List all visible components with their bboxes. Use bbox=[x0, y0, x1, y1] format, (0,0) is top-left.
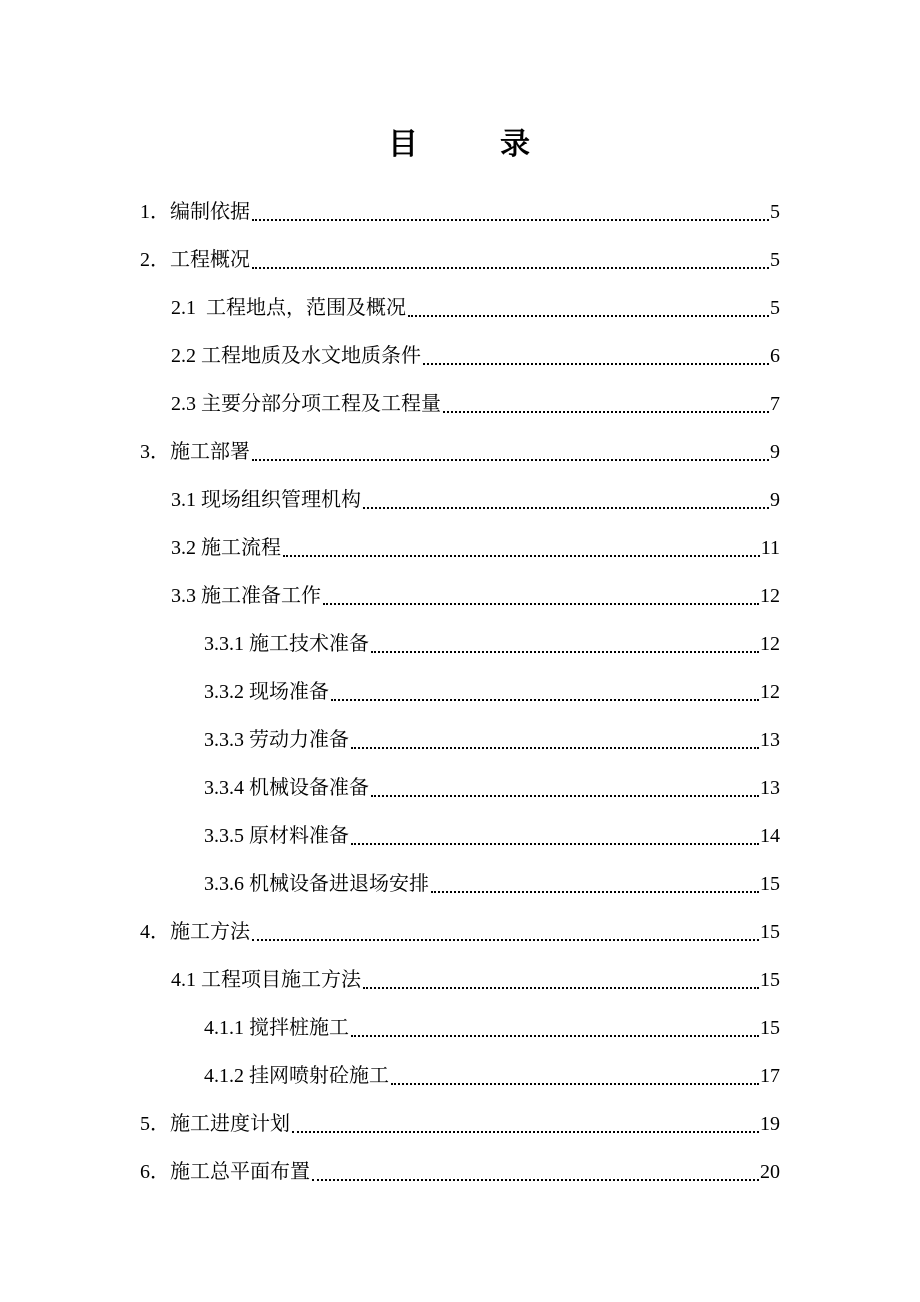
toc-entry-number: 3.3.4 bbox=[204, 777, 249, 799]
toc-dot-leader bbox=[363, 986, 759, 989]
toc-entry-number: 5． bbox=[140, 1113, 170, 1135]
toc-entry-number: 3.3.3 bbox=[204, 729, 249, 751]
toc-dot-leader bbox=[312, 1178, 759, 1181]
toc-entry-label: 劳动力准备 bbox=[249, 729, 349, 751]
toc-entry-number: 4.1.2 bbox=[204, 1065, 249, 1087]
toc-entry[interactable] bbox=[171, 388, 780, 420]
toc-entry[interactable] bbox=[171, 292, 780, 324]
toc-entry-page: 15 bbox=[760, 1017, 780, 1039]
toc-entry-page: 7 bbox=[770, 393, 780, 415]
toc-entry[interactable] bbox=[140, 1156, 780, 1188]
toc-entry-label: 原材料准备 bbox=[249, 825, 349, 847]
title-char-right: 录 bbox=[500, 127, 532, 162]
toc-entry-number: 4． bbox=[140, 921, 170, 943]
toc-dot-leader bbox=[252, 218, 769, 221]
toc-entry[interactable] bbox=[204, 676, 780, 708]
toc-entry-page: 9 bbox=[770, 441, 780, 463]
toc-entry-page: 9 bbox=[770, 489, 780, 511]
toc-entry-page: 15 bbox=[760, 969, 780, 991]
toc-entry[interactable] bbox=[140, 1108, 780, 1140]
toc-dot-leader bbox=[252, 938, 759, 941]
toc-entry[interactable] bbox=[204, 772, 780, 804]
toc-entry[interactable] bbox=[204, 1060, 780, 1092]
title-char-left: 目 bbox=[388, 127, 420, 162]
toc-entry-number: 4.1.1 bbox=[204, 1017, 249, 1039]
toc-entry-page: 14 bbox=[760, 825, 780, 847]
toc-entry-number: 2.1 bbox=[171, 297, 206, 319]
toc-dot-leader bbox=[371, 650, 759, 653]
toc-entry[interactable] bbox=[171, 484, 780, 516]
toc-entry-number: 2.3 bbox=[171, 393, 201, 415]
toc-entry-label: 现场组织管理机构 bbox=[201, 489, 361, 511]
toc-entry-page: 12 bbox=[760, 681, 780, 703]
toc-entry-number: 2． bbox=[140, 249, 170, 271]
toc-entry[interactable] bbox=[204, 868, 780, 900]
toc-entry-label: 工程项目施工方法 bbox=[201, 969, 361, 991]
toc-dot-leader bbox=[323, 602, 759, 605]
toc-entry-number: 3.2 bbox=[171, 537, 201, 559]
toc-entry[interactable] bbox=[204, 820, 780, 852]
toc-entry-number: 3.3.1 bbox=[204, 633, 249, 655]
toc-entry-label: 工程地点，范围及概况 bbox=[206, 297, 406, 319]
toc-entry-number: 3． bbox=[140, 441, 170, 463]
toc-entry-number: 6． bbox=[140, 1161, 170, 1183]
toc-dot-leader bbox=[351, 842, 759, 845]
toc-dot-leader bbox=[252, 458, 769, 461]
toc-dot-leader bbox=[391, 1082, 759, 1085]
toc-entry-number: 4.1 bbox=[171, 969, 201, 991]
toc-entry-page: 17 bbox=[760, 1065, 780, 1087]
toc-entry-label: 搅拌桩施工 bbox=[249, 1017, 349, 1039]
toc-entry-page: 13 bbox=[760, 777, 780, 799]
toc-entry-label: 现场准备 bbox=[249, 681, 329, 703]
toc-entry-label: 主要分部分项工程及工程量 bbox=[201, 393, 441, 415]
toc-entry-label: 施工部署 bbox=[170, 441, 250, 463]
toc-entry[interactable] bbox=[140, 196, 780, 228]
toc-dot-leader bbox=[431, 890, 759, 893]
toc-entry-label: 编制依据 bbox=[170, 201, 250, 223]
toc-entry-label: 施工技术准备 bbox=[249, 633, 369, 655]
toc-entry[interactable] bbox=[140, 436, 780, 468]
toc-entry[interactable] bbox=[204, 724, 780, 756]
toc-entry-label: 挂网喷射砼施工 bbox=[249, 1065, 389, 1087]
toc-entry-label: 工程概况 bbox=[170, 249, 250, 271]
toc-entry-page: 20 bbox=[760, 1161, 780, 1183]
page-title bbox=[0, 120, 920, 170]
toc-dot-leader bbox=[252, 266, 769, 269]
toc-entry-page: 5 bbox=[770, 249, 780, 271]
toc-entry-label: 工程地质及水文地质条件 bbox=[201, 345, 421, 367]
toc-entry-number: 3.3.6 bbox=[204, 873, 249, 895]
toc-dot-leader bbox=[443, 410, 769, 413]
toc-entry-label: 机械设备进退场安排 bbox=[249, 873, 429, 895]
toc-dot-leader bbox=[351, 746, 759, 749]
toc-entry[interactable] bbox=[140, 244, 780, 276]
toc-dot-leader bbox=[423, 362, 769, 365]
toc-entry-number: 1． bbox=[140, 201, 170, 223]
toc-dot-leader bbox=[408, 314, 769, 317]
toc-entry-number: 3.3.5 bbox=[204, 825, 249, 847]
toc-entry-label: 施工进度计划 bbox=[170, 1113, 290, 1135]
toc-entry-number: 3.3.2 bbox=[204, 681, 249, 703]
toc-dot-leader bbox=[371, 794, 759, 797]
toc-entry-label: 施工准备工作 bbox=[201, 585, 321, 607]
toc-dot-leader bbox=[363, 506, 769, 509]
toc-entry-page: 13 bbox=[760, 729, 780, 751]
toc-entry-label: 施工方法 bbox=[170, 921, 250, 943]
toc-entry-page: 11 bbox=[760, 537, 780, 559]
toc-dot-leader bbox=[351, 1034, 759, 1037]
toc-entry-number: 3.3 bbox=[171, 585, 201, 607]
toc-entry-number: 3.1 bbox=[171, 489, 201, 511]
toc-dot-leader bbox=[331, 698, 759, 701]
toc-entry-page: 15 bbox=[760, 921, 780, 943]
toc-entry-label: 机械设备准备 bbox=[249, 777, 369, 799]
toc-entry-page: 6 bbox=[770, 345, 780, 367]
toc-entry-page: 19 bbox=[760, 1113, 780, 1135]
toc-entry[interactable] bbox=[204, 628, 780, 660]
toc-entry-page: 5 bbox=[770, 201, 780, 223]
toc-dot-leader bbox=[283, 554, 760, 557]
toc-dot-leader bbox=[292, 1130, 759, 1133]
toc-entry-page: 12 bbox=[760, 585, 780, 607]
toc-entry-label: 施工流程 bbox=[201, 537, 281, 559]
toc-entry[interactable] bbox=[171, 340, 780, 372]
toc-entry-label: 施工总平面布置 bbox=[170, 1161, 310, 1183]
toc-entry[interactable] bbox=[171, 580, 780, 612]
toc-entry-page: 12 bbox=[760, 633, 780, 655]
toc-entry[interactable] bbox=[171, 532, 780, 564]
toc-entry[interactable] bbox=[204, 1012, 780, 1044]
toc-entry-page: 15 bbox=[760, 873, 780, 895]
toc-entry-page: 5 bbox=[770, 297, 780, 319]
toc-entry[interactable] bbox=[140, 916, 780, 948]
toc-entry[interactable] bbox=[171, 964, 780, 996]
toc-entry-number: 2.2 bbox=[171, 345, 201, 367]
